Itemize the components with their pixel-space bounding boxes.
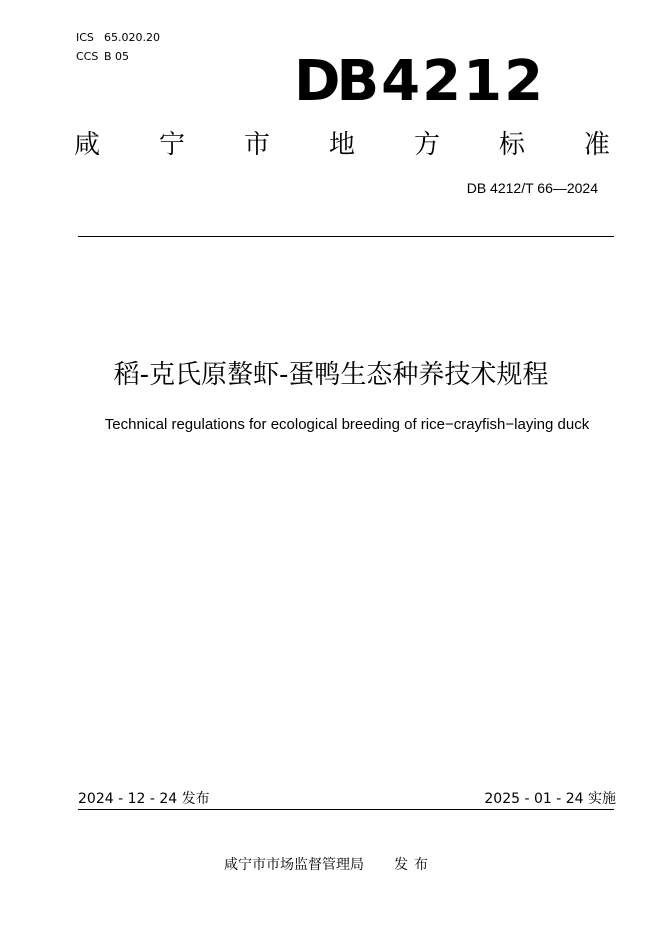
standard-type-char: 准: [583, 130, 610, 160]
ics-value: 65.020.20: [104, 31, 160, 44]
document-title-zh: 稻-克氏原螯虾-蛋鸭生态种养技术规程: [113, 360, 549, 390]
ics-code: [76, 31, 160, 45]
header-divider: [78, 236, 614, 237]
ccs-value: B 05: [104, 50, 130, 63]
standard-type-char: 宁: [158, 130, 185, 160]
publish-date: 2024 - 12 - 24 发布: [78, 791, 210, 807]
implement-date: 2025 - 01 - 24 实施: [484, 791, 616, 807]
standard-type-char: 市: [243, 130, 270, 160]
ics-label: ICS: [76, 31, 94, 44]
standard-type-title: [74, 128, 610, 162]
standard-type-char: 咸: [74, 130, 101, 160]
db-standard-mark: [294, 49, 546, 114]
standard-number: DB 4212/T 66—2024: [466, 180, 598, 196]
publisher-action: 发布: [394, 857, 434, 873]
footer-divider: [78, 809, 614, 810]
db-region-code: 4212: [381, 49, 546, 114]
db-prefix: DB: [294, 49, 376, 114]
standard-type-char: 标: [498, 130, 525, 160]
standard-type-char: 地: [328, 130, 355, 160]
standard-type-char: 方: [413, 130, 440, 160]
publisher: [224, 855, 434, 875]
publisher-name: 咸宁市市场监督管理局: [224, 857, 364, 873]
document-title-en: Technical regulations for ecological breeding of rice−crayfish−laying duck: [104, 416, 590, 433]
ccs-label: CCS: [76, 50, 99, 63]
ccs-code: [76, 50, 129, 64]
